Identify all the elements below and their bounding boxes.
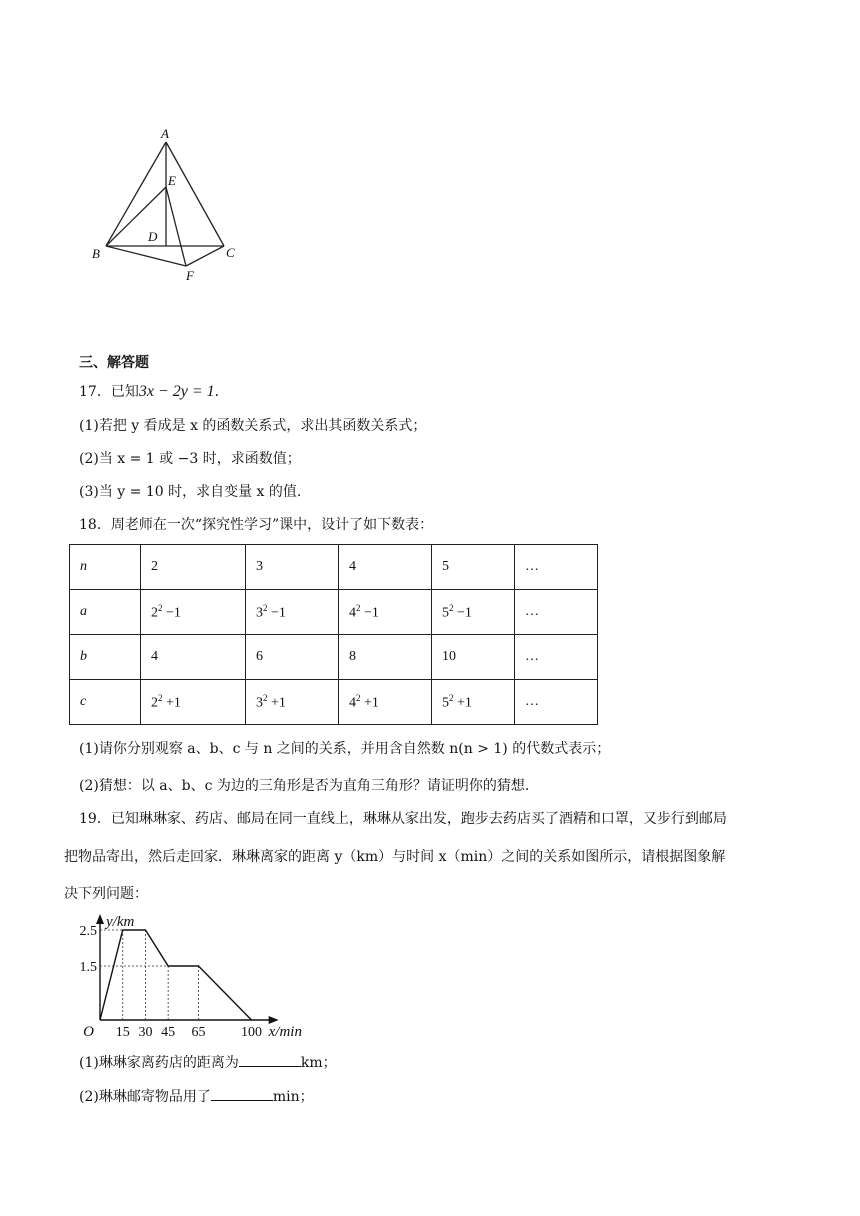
cell-base: 4 bbox=[349, 605, 356, 621]
table-cell: 4 bbox=[339, 545, 432, 590]
q19-stem-line1 bbox=[79, 809, 727, 829]
cell-base: 2 bbox=[151, 695, 158, 711]
cell-suffix: −1 bbox=[453, 605, 472, 621]
x-tick-label: 30 bbox=[138, 1025, 153, 1038]
q19-line1: 已知琳琳家、药店、邮局在同一直线上，琳琳从家出发，跑步去药店买了酒精和口罩，又步行到邮局 bbox=[110, 811, 727, 827]
q19-part1-text: (1)琳琳家离药店的距离为 bbox=[79, 1055, 239, 1071]
x-tick-label: 15 bbox=[115, 1025, 130, 1038]
table-cell bbox=[432, 680, 515, 725]
answer-blank-2[interactable] bbox=[211, 1086, 273, 1101]
y-axis-arrow bbox=[96, 914, 104, 924]
table-cell: 10 bbox=[432, 635, 515, 680]
q19-part1 bbox=[79, 1052, 337, 1073]
table-cell: 2 bbox=[141, 545, 246, 590]
table-cell: 3 bbox=[246, 545, 339, 590]
table-cell: … bbox=[515, 590, 598, 635]
table-cell bbox=[141, 680, 246, 725]
table-cell bbox=[141, 590, 246, 635]
q18-part2: (2)猜想：以 a、b、c 为边的三角形是否为直角三角形？请证明你的猜想. bbox=[79, 778, 530, 794]
number-table bbox=[69, 544, 598, 725]
cell-suffix: −1 bbox=[162, 605, 181, 621]
cell-base: 3 bbox=[256, 605, 263, 621]
q19-part2-unit: min； bbox=[272, 1089, 314, 1105]
q18-stem bbox=[79, 515, 433, 535]
origin-label: O bbox=[83, 1024, 94, 1038]
q17-part2: (2)当 x = 1 或 −3 时，求函数值； bbox=[79, 451, 301, 467]
q18-text: 周老师在一次“探究性学习”课中，设计了如下数表： bbox=[110, 517, 434, 533]
table-cell: 4 bbox=[141, 635, 246, 680]
cell-suffix: −1 bbox=[360, 605, 379, 621]
cell-suffix: +1 bbox=[360, 695, 379, 711]
cell-exponent: 2 bbox=[158, 602, 163, 613]
triangle-figure bbox=[88, 124, 248, 284]
q18-number: 18． bbox=[79, 517, 111, 533]
q19-line3: 决下列问题： bbox=[64, 886, 148, 902]
y-tick-label: 1.5 bbox=[79, 960, 97, 975]
q17-intro: 已知 bbox=[110, 384, 139, 400]
label-b: B bbox=[92, 246, 100, 261]
cell-base: 5 bbox=[442, 605, 449, 621]
x-axis-label: x/min bbox=[268, 1024, 302, 1038]
row-label: b bbox=[70, 635, 141, 680]
cell-base: 5 bbox=[442, 695, 449, 711]
table-cell: 5 bbox=[432, 545, 515, 590]
cell-suffix: +1 bbox=[162, 695, 181, 711]
cell-exponent: 2 bbox=[263, 602, 268, 613]
x-tick-label: 65 bbox=[191, 1025, 206, 1038]
table-cell: 8 bbox=[339, 635, 432, 680]
q19-number: 19． bbox=[79, 811, 111, 827]
q18-part1: (1)请你分别观察 a、b、c 与 n 之间的关系，并用含自然数 n(n > 1) 的代数式表示； bbox=[79, 741, 611, 757]
row-label: c bbox=[70, 680, 141, 725]
cell-suffix: +1 bbox=[267, 695, 286, 711]
table-cell bbox=[246, 680, 339, 725]
q17-part3: (3)当 y = 10 时，求自变量 x 的值. bbox=[79, 484, 302, 500]
y-axis-label: y/km bbox=[106, 914, 135, 930]
table-row bbox=[70, 590, 598, 635]
cell-exponent: 2 bbox=[263, 692, 268, 703]
x-axis-arrow bbox=[269, 1016, 279, 1024]
y-tick-label: 2.5 bbox=[79, 924, 97, 939]
table-cell bbox=[339, 590, 432, 635]
q19-line2: 把物品寄出，然后走回家．琳琳离家的距离 y（km）与时间 x（min）之间的关系如图所示，请根据图象解 bbox=[64, 849, 726, 865]
table-cell: 6 bbox=[246, 635, 339, 680]
cell-exponent: 2 bbox=[449, 602, 454, 613]
cell-exponent: 2 bbox=[356, 602, 361, 613]
q17-number: 17． bbox=[79, 384, 111, 400]
table-cell bbox=[246, 590, 339, 635]
answer-blank-1[interactable] bbox=[239, 1052, 301, 1067]
row-label: n bbox=[70, 545, 141, 590]
q17-end: ． bbox=[214, 384, 229, 400]
label-a: A bbox=[161, 126, 169, 141]
table-cell bbox=[339, 680, 432, 725]
cell-exponent: 2 bbox=[356, 692, 361, 703]
distance-time-chart bbox=[72, 910, 332, 1038]
cell-base: 2 bbox=[151, 605, 158, 621]
table-cell bbox=[432, 590, 515, 635]
cell-base: 3 bbox=[256, 695, 263, 711]
q17-equation: 3x − 2y = 1 bbox=[138, 383, 215, 400]
label-d: D bbox=[148, 229, 158, 244]
cell-exponent: 2 bbox=[449, 692, 454, 703]
table-cell: … bbox=[515, 635, 598, 680]
table-cell: … bbox=[515, 680, 598, 725]
q19-part2 bbox=[79, 1086, 314, 1107]
x-tick-label: 100 bbox=[241, 1025, 262, 1038]
table-row bbox=[70, 680, 598, 725]
x-tick-label: 45 bbox=[161, 1025, 176, 1038]
table-cell: … bbox=[515, 545, 598, 590]
label-e: E bbox=[168, 173, 176, 188]
label-f: F bbox=[186, 268, 194, 283]
q19-part2-text: (2)琳琳邮寄物品用了 bbox=[79, 1089, 211, 1105]
q19-part1-unit: km； bbox=[300, 1055, 337, 1071]
row-label: a bbox=[70, 590, 141, 635]
table-row bbox=[70, 545, 598, 590]
cell-suffix: +1 bbox=[453, 695, 472, 711]
cell-suffix: −1 bbox=[267, 605, 286, 621]
q17-stem bbox=[79, 382, 229, 402]
cell-exponent: 2 bbox=[158, 692, 163, 703]
table-row bbox=[70, 635, 598, 680]
section-title: 三、解答题 bbox=[79, 355, 149, 371]
q17-part1: (1)若把 y 看成是 x 的函数关系式，求出其函数关系式； bbox=[79, 418, 427, 434]
cell-base: 4 bbox=[349, 695, 356, 711]
label-c: C bbox=[226, 245, 235, 260]
